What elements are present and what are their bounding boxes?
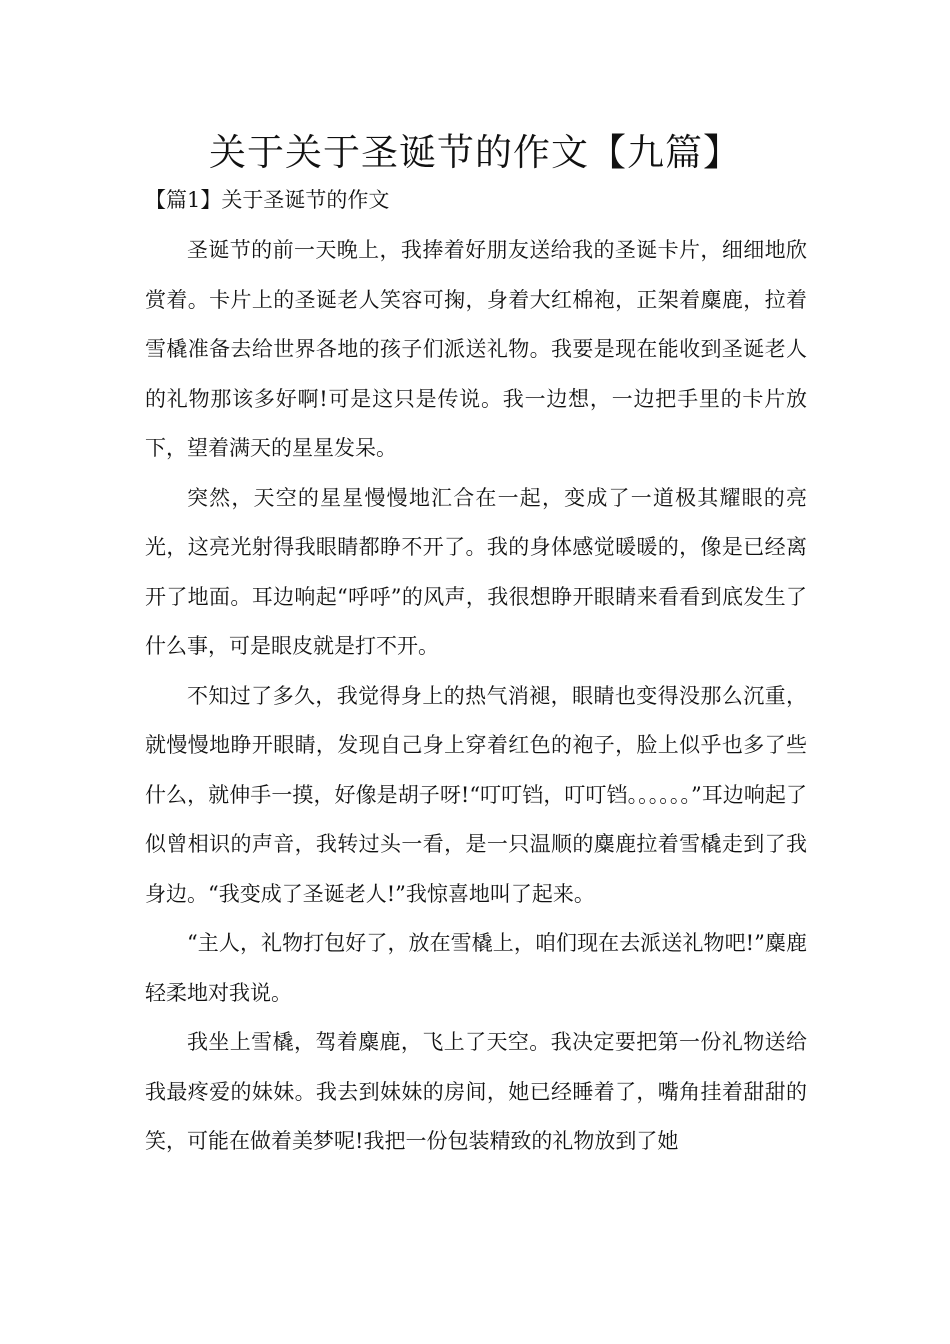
paragraph: 圣诞节的前一天晚上，我捧着好朋友送给我的圣诞卡片，细细地欣赏着。卡片上的圣诞老人笑容可掬，身着大红棉袍，正架着麋鹿，拉着雪橇准备去给世界各地的孩子们派送礼物。我要是现在能收到圣诞老人的礼物那该多好啊!可是这只是传说。我一边想，一边把手里的卡片放下，望着满天的星星发呆。: [145, 238, 807, 460]
document-title: 关于关于圣诞节的作文【九篇】: [209, 131, 741, 174]
article-body: [145, 226, 807, 1167]
section-heading: 【篇1】关于圣诞节的作文: [145, 188, 390, 212]
paragraph: “主人，礼物打包好了，放在雪橇上，咱们现在去派送礼物吧!”麋鹿轻柔地对我说。: [145, 931, 807, 1005]
paragraph: 我坐上雪橇，驾着麋鹿，飞上了天空。我决定要把第一份礼物送给我最疼爱的妹妹。我去到妹妹的房间，她已经睡着了，嘴角挂着甜甜的笑，可能在做着美梦呢!我把一份包装精致的礼物放到了她: [145, 1030, 807, 1153]
paragraph: 突然，天空的星星慢慢地汇合在一起，变成了一道极其耀眼的亮光，这亮光射得我眼睛都睁不开了。我的身体感觉暖暖的，像是已经离开了地面。耳边响起“呼呼”的风声，我很想睁开眼睛来看看到底发生了什么事，可是眼皮就是打不开。: [145, 485, 807, 658]
paragraph: 不知过了多久，我觉得身上的热气消褪，眼睛也变得没那么沉重，就慢慢地睁开眼睛，发现自己身上穿着红色的袍子，脸上似乎也多了些什么，就伸手一摸，好像是胡子呀!“叮叮铛，叮叮铛。。。。。。”耳边响起了似曾相识的声音，我转过头一看，是一只温顺的麋鹿拉着雪橇走到了我身边。“我变成了圣诞老人!”我惊喜地叫了起来。: [145, 683, 807, 906]
